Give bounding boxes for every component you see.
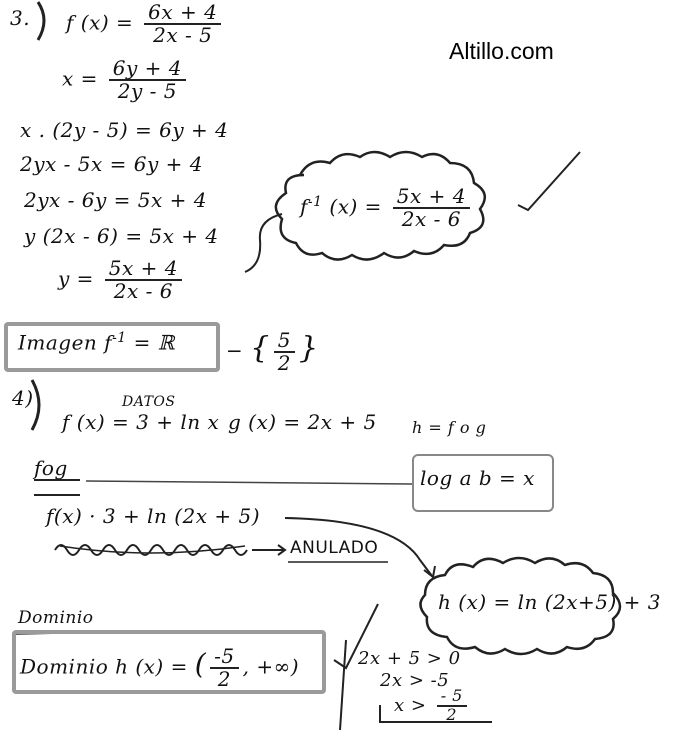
y-fraction (105, 258, 182, 302)
brace-close-icon: } (298, 330, 319, 366)
image-label: Imagen f (18, 330, 113, 355)
inequality-line-2: 2x > -5 (380, 670, 450, 691)
inverse-denominator: 2x - 6 (401, 207, 461, 231)
swap-numerator: 6y + 4 (109, 58, 186, 81)
fog-expression: f(x) · 3 + ln (2x + 5) (46, 504, 260, 528)
dominio-text: Dominio h (x) = (20, 654, 188, 679)
swap-line (62, 58, 190, 102)
inequality-3-lhs: x > (394, 694, 433, 716)
dominio-fraction (210, 646, 238, 690)
inequality-3-fraction (437, 688, 467, 724)
watermark-text: Altillo.com (449, 38, 554, 64)
image-exclusion (226, 330, 319, 374)
inverse-fraction (393, 186, 470, 230)
step-line-3: 2yx - 6y = 5x + 4 (24, 188, 207, 212)
dominio-statement (20, 646, 299, 690)
inequality-3-denominator: 2 (446, 704, 458, 724)
step-line-1: x . (2y - 5) = 6y + 4 (20, 118, 229, 142)
g-definition: g (x) = 2x + 5 (228, 410, 377, 434)
image-statement (18, 330, 175, 355)
f-lhs: f (x) = (66, 10, 134, 35)
inverse-function (300, 186, 474, 230)
dominio-close: , +∞) (242, 654, 300, 679)
h-definition: h = f o g (412, 418, 487, 437)
image-numerator: 5 (274, 330, 295, 353)
datos-label: DATOS (122, 394, 176, 410)
y-result-line (58, 258, 186, 302)
exercise-3-number: 3. (10, 6, 31, 30)
fog-label: fog (34, 456, 68, 480)
dominio-denominator: 2 (217, 667, 232, 691)
brace-open-icon: { (250, 330, 270, 366)
inverse-arg: (x) = (329, 194, 382, 219)
image-minus: − (226, 338, 244, 363)
y-denominator: 2x - 6 (113, 279, 173, 303)
swap-fraction (109, 58, 186, 102)
image-exponent: -1 (112, 330, 127, 346)
inverse-f: f (300, 194, 308, 219)
y-lhs: y = (58, 266, 94, 291)
dominio-heading: Dominio (18, 608, 94, 628)
h-result: h (x) = ln (2x+5) + 3 (438, 590, 662, 614)
y-numerator: 5x + 4 (105, 258, 182, 281)
dominio-numerator: -5 (210, 646, 238, 669)
log-definition: log a b = x (420, 466, 535, 490)
inequality-line-1: 2x + 5 > 0 (358, 648, 461, 669)
f-definition-ex4: f (x) = 3 + ln x (62, 410, 220, 434)
anulado-label: ANULADO (290, 538, 379, 558)
f-numerator: 6x + 4 (144, 2, 221, 25)
image-fraction (274, 330, 295, 374)
step-line-2: 2yx - 5x = 6y + 4 (20, 152, 203, 176)
swap-denominator: 2y - 5 (117, 79, 177, 103)
step-line-4: y (2x - 6) = 5x + 4 (24, 224, 219, 248)
swap-lhs: x = (62, 66, 98, 91)
inequality-line-3 (394, 688, 471, 724)
function-f-definition (66, 2, 225, 46)
image-equals: = ℝ (133, 330, 175, 355)
inequality-3-numerator: - 5 (437, 688, 467, 707)
dominio-open-paren: ( (194, 647, 207, 681)
image-denominator: 2 (277, 351, 291, 375)
f-denominator: 2x - 5 (153, 23, 213, 47)
inverse-numerator: 5x + 4 (393, 186, 470, 209)
f-fraction (144, 2, 221, 46)
inverse-exponent: -1 (307, 193, 323, 210)
exercise-4-number: 4) (12, 386, 34, 410)
